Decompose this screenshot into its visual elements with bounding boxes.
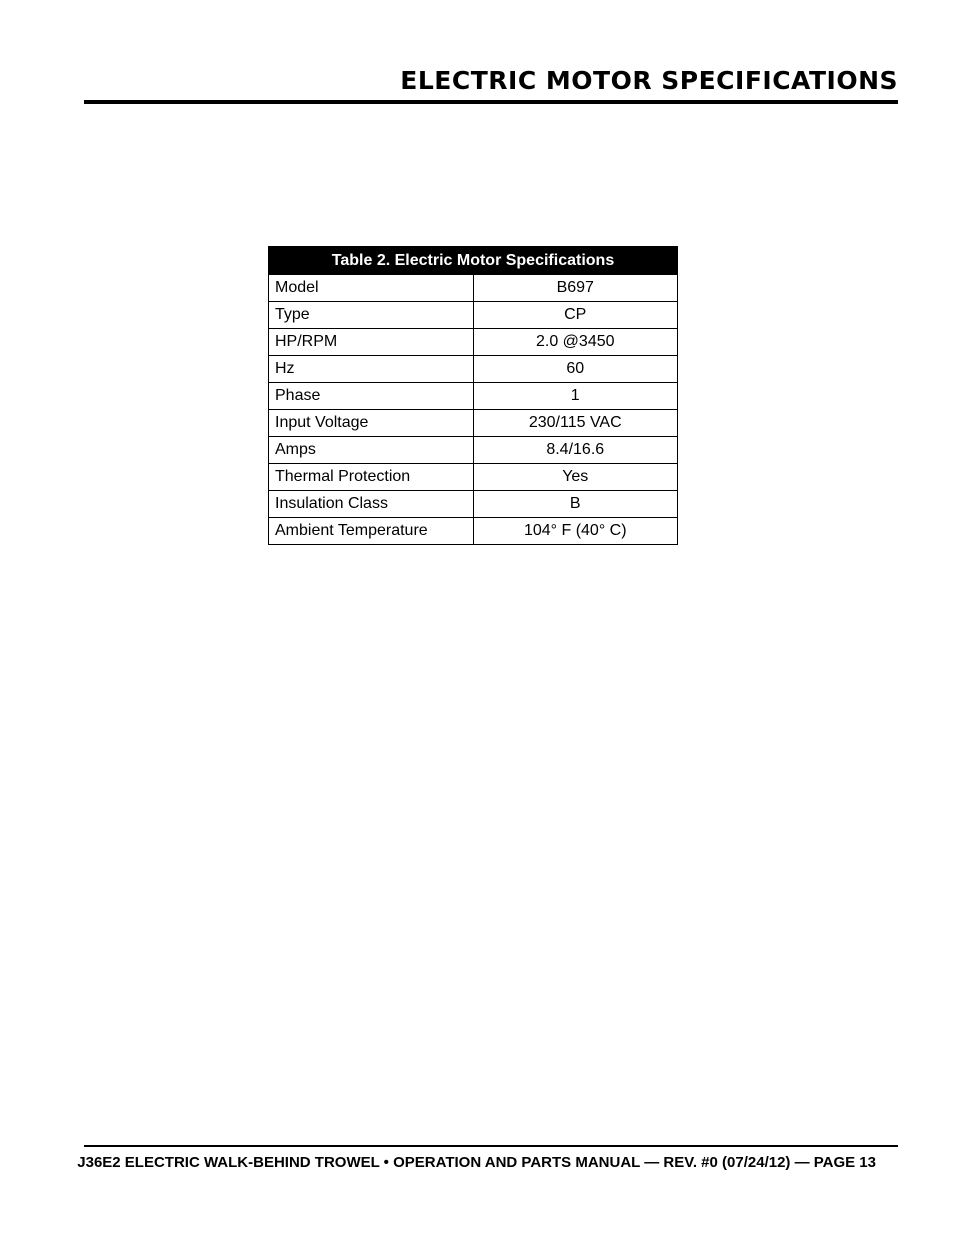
table-row — [269, 302, 678, 329]
row-label: Thermal Protection — [269, 464, 474, 491]
row-value: 1 — [473, 383, 678, 410]
table-row — [269, 410, 678, 437]
table-row — [269, 383, 678, 410]
table-row — [269, 275, 678, 302]
motor-spec-table — [268, 246, 678, 545]
table-row — [269, 356, 678, 383]
row-label: Ambient Temperature — [269, 518, 474, 545]
row-label: Model — [269, 275, 474, 302]
row-value: B697 — [473, 275, 678, 302]
row-value: CP — [473, 302, 678, 329]
row-value: 230/115 VAC — [473, 410, 678, 437]
row-label: Type — [269, 302, 474, 329]
row-label: Input Voltage — [269, 410, 474, 437]
header-rule — [84, 100, 898, 104]
table-caption: Table 2. Electric Motor Specifications — [269, 247, 678, 275]
page-footer: J36E2 ELECTRIC WALK-BEHIND TROWEL • OPERATION AND PARTS MANUAL — REV. #0 (07/24/12) — PAGE 13 — [77, 1154, 876, 1171]
row-value: 8.4/16.6 — [473, 437, 678, 464]
row-value: Yes — [473, 464, 678, 491]
row-label: Phase — [269, 383, 474, 410]
footer-rule — [84, 1145, 898, 1147]
table-row — [269, 329, 678, 356]
table-header-row — [269, 247, 678, 275]
row-label: HP/RPM — [269, 329, 474, 356]
row-label: Amps — [269, 437, 474, 464]
table-row — [269, 491, 678, 518]
row-value: 60 — [473, 356, 678, 383]
row-value: 2.0 @3450 — [473, 329, 678, 356]
row-label: Insulation Class — [269, 491, 474, 518]
row-value: B — [473, 491, 678, 518]
table-row — [269, 464, 678, 491]
row-value: 104° F (40° C) — [473, 518, 678, 545]
row-label: Hz — [269, 356, 474, 383]
table-row — [269, 518, 678, 545]
table-row — [269, 437, 678, 464]
page-title: ELECTRIC MOTOR SPECIFICATIONS — [400, 66, 898, 95]
